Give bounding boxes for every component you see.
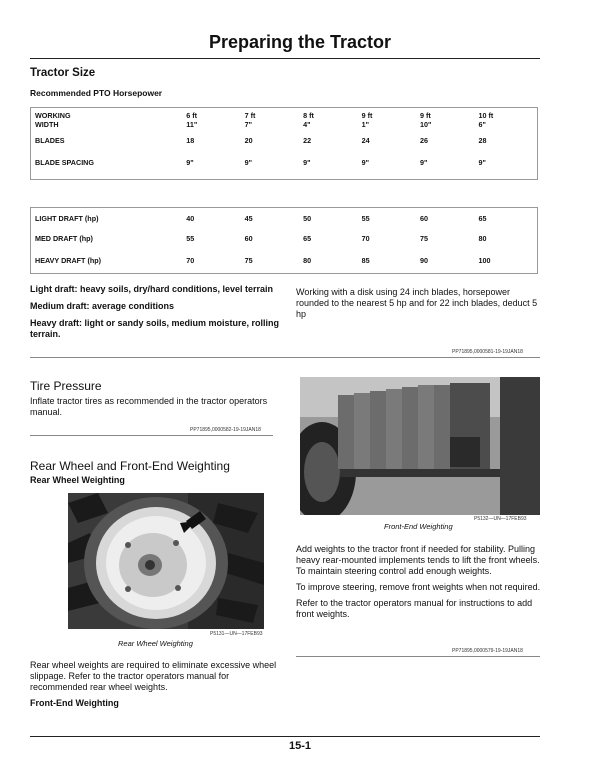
rear-wheel-text: Rear wheel weights are required to eliminate excessive wheel slippage. Refer to the tractor operators manual for recommended rear wheel weights. xyxy=(30,660,277,692)
cell: 28 xyxy=(478,135,487,145)
cell: 70 xyxy=(361,233,370,243)
front-paragraph: Refer to the tractor operators manual for instructions to add front weights. xyxy=(296,598,533,619)
subheading-pto-horsepower: Recommended PTO Horsepower xyxy=(30,88,163,98)
cell: 22 xyxy=(303,135,312,145)
cell: 80 xyxy=(478,233,487,243)
working-label: WORKING xyxy=(35,111,71,120)
cell: 9" xyxy=(186,157,194,167)
ref-code: PP71895,0000582-19-19JAN18 xyxy=(190,427,261,433)
width-ft: 9 ft xyxy=(361,111,373,120)
cell: 9" xyxy=(420,157,428,167)
cell: 9" xyxy=(303,157,311,167)
front-photo-id: P5132—UN—17FEB93 xyxy=(474,516,527,522)
width-ft: 7 ft xyxy=(244,111,256,120)
subheading-front-end: Front-End Weighting xyxy=(30,698,119,708)
width-cell xyxy=(478,108,537,136)
cell: 18 xyxy=(186,135,195,145)
cell: 65 xyxy=(478,214,487,223)
width-in: 6" xyxy=(478,120,486,129)
width-label: WIDTH xyxy=(35,120,59,129)
rear-wheel-photo xyxy=(68,493,264,629)
subheading-rear-wheel: Rear Wheel Weighting xyxy=(30,475,125,485)
blade-table xyxy=(30,107,538,180)
front-paragraph: Add weights to the tractor front if needed for stability. Pulling heavy rear-mounted implements tends to lift the front wheels. To maintain steering control add enough weights. xyxy=(296,544,540,576)
width-cell xyxy=(186,108,244,136)
width-ft: 6 ft xyxy=(186,111,197,120)
cell: 26 xyxy=(420,135,429,145)
cell: 20 xyxy=(244,135,253,145)
tire-pressure-text: Inflate tractor tires as recommended in the tractor operators manual. xyxy=(30,396,268,417)
row-label: BLADE SPACING xyxy=(35,157,94,167)
section-heading-tire-pressure: Tire Pressure xyxy=(30,379,102,393)
table-row xyxy=(31,230,538,252)
table-row xyxy=(31,252,538,274)
width-in: 10" xyxy=(420,120,432,129)
rear-photo-id: P5131—UN—17FEB93 xyxy=(210,631,263,637)
width-cell xyxy=(303,108,361,136)
draft-note-heavy: Heavy draft: light or sandy soils, medium moisture, rolling terrain. xyxy=(30,318,280,339)
cell: 9" xyxy=(244,157,253,167)
section-heading-tractor-size: Tractor Size xyxy=(30,67,96,79)
front-end-text xyxy=(296,544,542,620)
draft-note-medium: Medium draft: average conditions xyxy=(30,301,175,311)
cell: 60 xyxy=(420,214,429,223)
cell: 75 xyxy=(420,233,429,243)
ref-code: PP71895,0000581-19-19JAN18 xyxy=(452,349,523,355)
cell: 9" xyxy=(361,157,369,167)
width-in: 7" xyxy=(244,120,253,129)
disk-note: Working with a disk using 24 inch blades, horsepower rounded to the nearest 5 hp and for 22 inch blades, deduct 5 hp xyxy=(296,287,538,319)
section-heading-weighting: Rear Wheel and Front-End Weighting xyxy=(30,459,230,473)
front-end-photo xyxy=(300,377,540,515)
width-ft: 10 ft xyxy=(478,111,494,120)
width-in: 4" xyxy=(303,120,311,129)
section-divider xyxy=(296,656,540,657)
title-rule xyxy=(30,58,540,59)
table-row xyxy=(31,136,538,158)
row-label: HEAVY DRAFT (hp) xyxy=(35,255,102,265)
ref-code: PP71895,0000579-19-19JAN18 xyxy=(452,648,523,654)
cell: 70 xyxy=(186,255,195,265)
working-width-label xyxy=(31,108,187,136)
width-cell xyxy=(362,108,420,136)
width-ft: 9 ft xyxy=(420,111,431,120)
width-ft: 8 ft xyxy=(303,111,314,120)
cell: 75 xyxy=(244,255,253,265)
width-cell xyxy=(245,108,303,136)
cell: 45 xyxy=(244,214,253,223)
front-photo-caption: Front-End Weighting xyxy=(384,522,453,531)
cell: 85 xyxy=(361,255,370,265)
front-paragraph: To improve steering, remove front weights when not required. xyxy=(296,582,541,592)
cell: 60 xyxy=(244,233,253,243)
cell: 80 xyxy=(303,255,312,265)
width-in: 11" xyxy=(186,120,198,129)
row-label: LIGHT DRAFT (hp) xyxy=(35,214,99,223)
footer-rule xyxy=(30,736,540,737)
draft-note-light: Light draft: heavy soils, dry/hard conditions, level terrain xyxy=(30,284,274,294)
cell: 50 xyxy=(303,214,312,223)
page-title: Preparing the Tractor xyxy=(208,32,392,52)
section-divider xyxy=(30,435,273,436)
rear-photo-caption: Rear Wheel Weighting xyxy=(118,639,193,648)
cell: 55 xyxy=(186,233,195,243)
cell: 9" xyxy=(478,157,486,167)
section-divider xyxy=(30,357,540,358)
width-in: 1" xyxy=(361,120,369,129)
row-label: MED DRAFT (hp) xyxy=(35,233,93,243)
cell: 100 xyxy=(478,255,491,265)
table-row xyxy=(31,158,538,180)
cell: 24 xyxy=(361,135,370,145)
cell: 65 xyxy=(303,233,312,243)
draft-notes xyxy=(30,284,280,340)
cell: 55 xyxy=(361,214,370,223)
draft-table xyxy=(30,207,538,274)
page-number: 15-1 xyxy=(288,740,312,752)
cell: 90 xyxy=(420,255,429,265)
row-label: BLADES xyxy=(35,135,65,145)
width-cell xyxy=(420,108,478,136)
table-row xyxy=(31,208,538,230)
cell: 40 xyxy=(186,214,195,223)
